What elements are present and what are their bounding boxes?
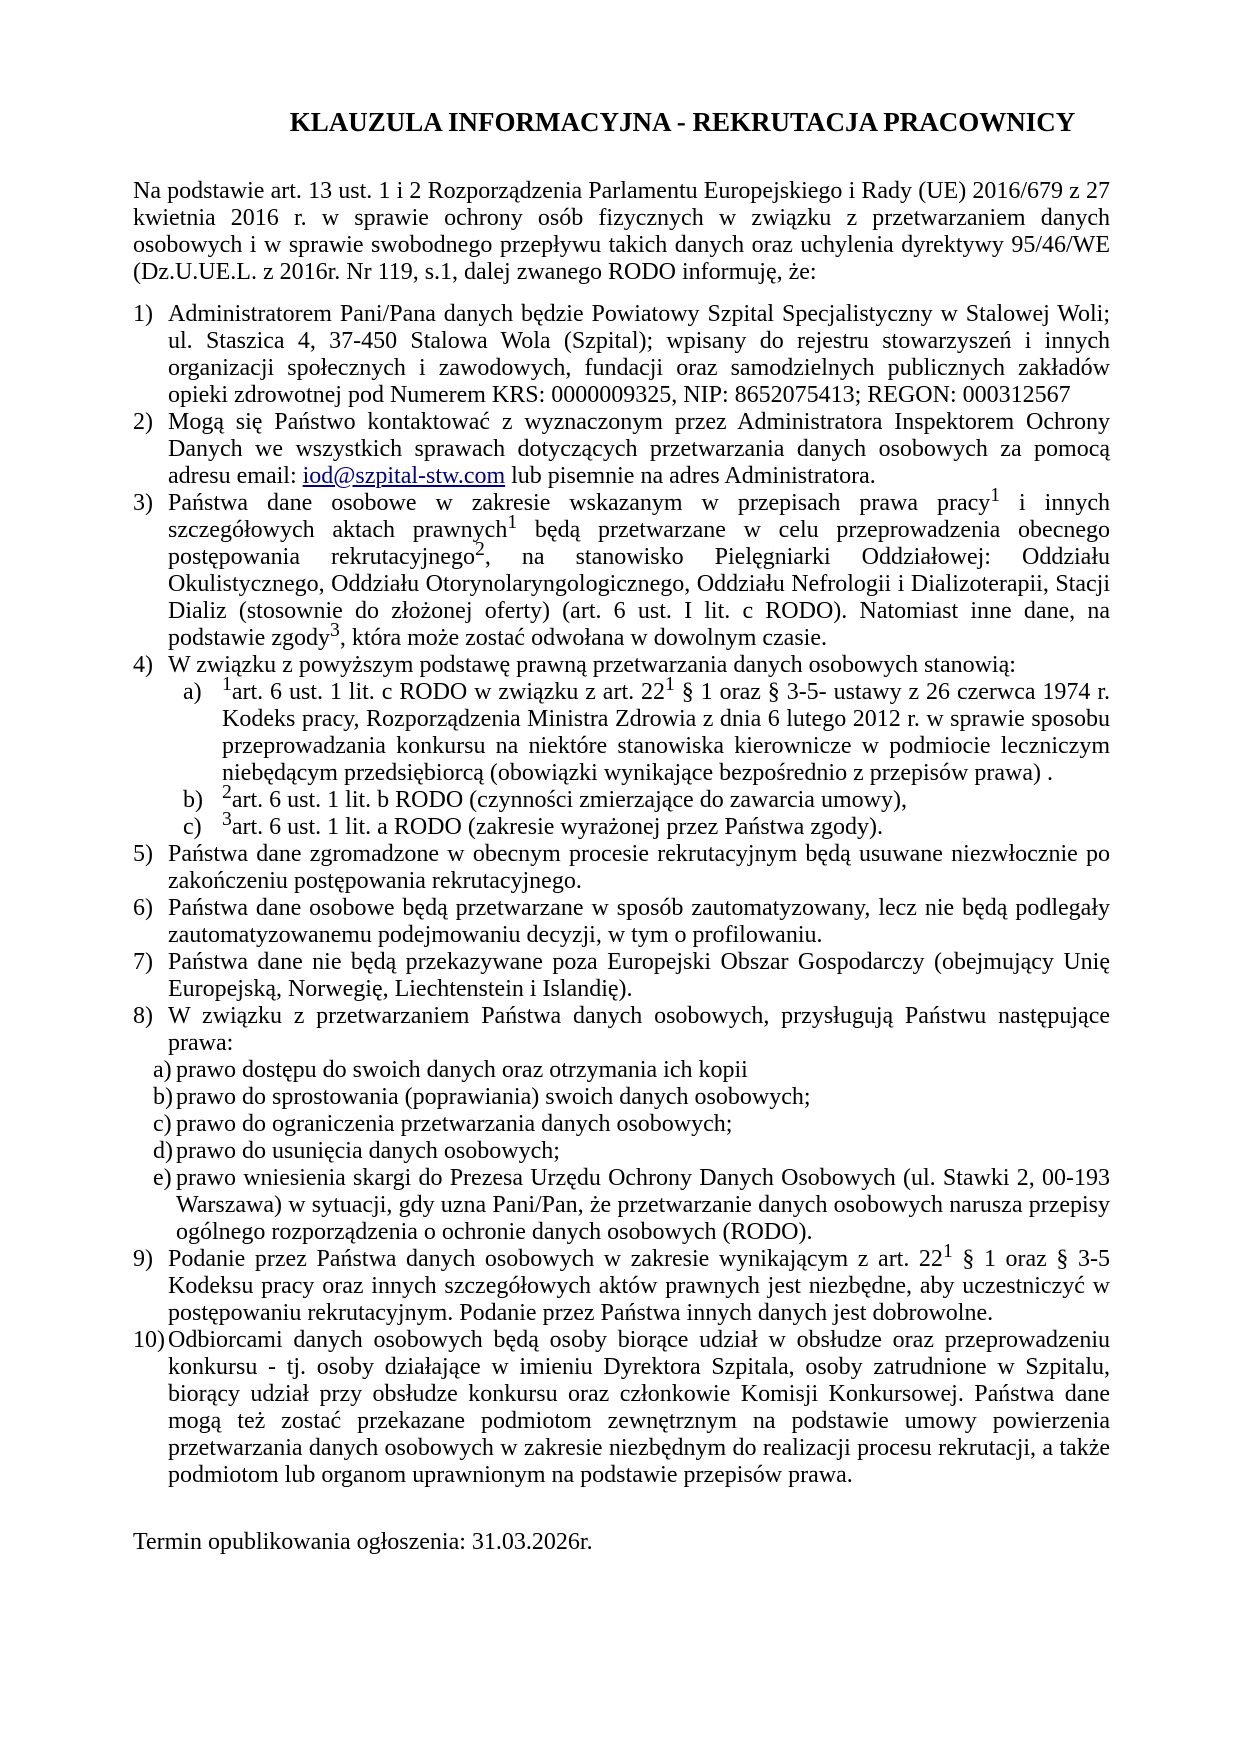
- list-item: [133, 652, 1110, 679]
- email-link[interactable]: iod@szpital-stw.com: [302, 463, 506, 489]
- item-marker: 6): [133, 895, 153, 921]
- item-text: W związku z przetwarzaniem Państwa danych osobowych, przysługują Państwu następujące prawa:: [168, 1003, 1110, 1056]
- list-item: [133, 1003, 1110, 1057]
- sub-list-item: [153, 1165, 1110, 1246]
- sub-list-item: [183, 673, 1111, 787]
- sub-list-item: [153, 1111, 1110, 1138]
- item-marker: a): [183, 679, 202, 705]
- item-text: prawo wniesienia skargi do Prezesa Urzędu Ochrony Danych Osobowych (ul. Stawki 2, 00-193 Warszawa) w sytuacji, gdy uzna Pani/Pan, że przetwarzanie danych osobowych narusza przepisy ogólnego rozporządzenia o ochronie danych osobowych (RODO).: [176, 1165, 1110, 1245]
- list-item: [133, 484, 1110, 652]
- item-text: prawo do usunięcia danych osobowych;: [176, 1138, 560, 1164]
- sub-list-item: [153, 1138, 1110, 1165]
- publication-date-line: Termin opublikowania ogłoszenia: 31.03.2026r.: [133, 1529, 593, 1555]
- footnote-ref: 1: [507, 511, 518, 534]
- list-item: [133, 841, 1110, 895]
- sub-list-item: [153, 1057, 1110, 1084]
- item-text: Odbiorcami danych osobowych będą osoby biorące udział w obsłudze oraz przeprowadzeniu konkursu - tj. osoby działające w imieniu Dyrektora Szpitala, osoby zatrudnione w Szpitalu, biorący udział przy obsłudze konkursu oraz członkowie Komisji Konkursowej. Państwa dane mogą też zostać przekazane podmiotom zewnętrznym na podstawie umowy powierzenia przetwarzania danych osobowych w zakresie niezbędnym do realizacji procesu rekrutacji, a także podmiotom lub organom uprawnionym na podstawie przepisów prawa.: [168, 1327, 1110, 1488]
- item-text: W związku z powyższym podstawę prawną przetwarzania danych osobowych stanowią:: [168, 652, 1016, 678]
- list-item: [133, 949, 1110, 1003]
- item-text: Państwa dane nie będą przekazywane poza Europejski Obszar Gospodarczy (obejmujący Unię Europejską, Norwegię, Liechtenstein i Islandię).: [168, 949, 1110, 1002]
- item-text: $^2$art. 6 ust. 1 lit. b RODO (czynności zmierzające do zawarcia umowy),: [222, 781, 907, 813]
- item-text: Państwa dane zgromadzone w obecnym procesie rekrutacyjnym będą usuwane niezwłocznie po zakończeniu postępowania rekrutacyjnego.: [168, 841, 1110, 894]
- item-marker: 3): [133, 490, 153, 516]
- item-marker: 10): [133, 1327, 165, 1353]
- item-text: prawo do sprostowania (poprawiania) swoich danych osobowych;: [176, 1084, 811, 1110]
- footnote-ref: 2: [222, 781, 232, 804]
- intro-paragraph: Na podstawie art. 13 ust. 1 i 2 Rozporządzenia Parlamentu Europejskiego i Rady (UE) 2016/679 z 27 kwietnia 2016 r. w sprawie ochrony osób fizycznych w związku z przetwarzaniem danych osobowych i w sprawie swobodnego przepływu takich danych oraz uchylenia dyrektywy 95/46/WE (Dz.U.UE.L. z 2016r. Nr 119, s.1, dalej zwanego RODO informuję, że:: [133, 178, 1110, 285]
- item-marker: 8): [133, 1003, 153, 1029]
- list-item: [133, 409, 1110, 490]
- item-marker: c): [153, 1111, 172, 1137]
- item-text: $^3$art. 6 ust. 1 lit. a RODO (zakresie wyrażonej przez Państwa zgody).: [222, 808, 883, 840]
- item-marker: c): [183, 814, 202, 840]
- item-marker: b): [153, 1084, 173, 1110]
- list-item: [133, 1240, 1110, 1327]
- footnote-ref: 1: [942, 1240, 953, 1263]
- list-item: [133, 301, 1110, 409]
- item-marker: 7): [133, 949, 153, 975]
- sub-list-item: [183, 781, 1110, 814]
- item-text: $^1$art. 6 ust. 1 lit. c RODO w związku z art. 22$^1$ § 1 oraz § 3-5- ustawy z 26 czerwca 1974 r. Kodeks pracy, Rozporządzenia Ministra Zdrowia z dnia 6 lutego 2012 r. w sprawie sposobu przeprowadzania konkursu na niektóre stanowiska kierownicze w podmiocie leczniczym niebędącym przedsiębiorcą (obowiązki wynikające bezpośrednio z przepisów prawa) .: [222, 673, 1111, 786]
- item-marker: e): [153, 1165, 172, 1191]
- item-marker: d): [153, 1138, 173, 1164]
- sub-list-item: [183, 808, 1110, 841]
- item-marker: 5): [133, 841, 153, 867]
- item-marker: 1): [133, 301, 153, 327]
- item-text: Mogą się Państwo kontaktować z wyznaczonym przez Administratora Inspektorem Ochrony Danych we wszystkich sprawach dotyczących przetwarzania danych osobowych za pomocą adresu email: iod@szpital-stw.com lub pisemnie na adres Administratora.: [168, 409, 1110, 489]
- item-marker: 2): [133, 409, 153, 435]
- item-marker: 9): [133, 1246, 153, 1272]
- numbered-list: [133, 301, 1110, 1489]
- item-text: prawo do ograniczenia przetwarzania danych osobowych;: [176, 1111, 733, 1137]
- footnote-ref: 1: [665, 673, 675, 696]
- item-text: Państwa dane osobowe w zakresie wskazanym w przepisach prawa pracy$^1$ i innych szczegółowych aktach prawnych$^1$ będą przetwarzane w celu przeprowadzenia obecnego postępowania rekrutacyjnego$^2$, na stanowisko Pielęgniarki Oddziałowej: Oddziału Okulistycznego, Oddziału Otorynolaryngologicznego, Oddziału Nefrologii i Dializoterapii, Stacji Dializ (stosownie do złożonej oferty) (art. 6 ust. I lit. c RODO). Natomiast inne dane, na podstawie zgody$^3$, która może zostać odwołana w dowolnym czasie.: [168, 484, 1110, 651]
- footnote-ref: 1: [990, 484, 1001, 507]
- page-title: KLAUZULA INFORMACYJNA - REKRUTACJA PRACOWNICY: [289, 107, 1076, 137]
- item-text: Podanie przez Państwa danych osobowych w zakresie wynikającym z art. 22$^1$ § 1 oraz § 3-5 Kodeksu pracy oraz innych szczegółowych aktów prawnych jest niezbędne, aby uczestniczyć w postępowaniu rekrutacyjnym. Podanie przez Państwa innych danych jest dobrowolne.: [168, 1240, 1110, 1326]
- list-item: [133, 1327, 1110, 1489]
- item-text: Administratorem Pani/Pana danych będzie Powiatowy Szpital Specjalistyczny w Stalowej Woli; ul. Staszica 4, 37-450 Stalowa Wola (Szpital); wpisany do rejestru stowarzyszeń i innych organizacji społecznych i zawodowych, fundacji oraz samodzielnych publicznych zakładów opieki zdrowotnej pod Numerem KRS: 0000009325, NIP: 8652075413; REGON: 000312567: [168, 301, 1110, 408]
- item-marker: 4): [133, 652, 153, 678]
- list-item: [133, 895, 1110, 949]
- item-text: prawo dostępu do swoich danych oraz otrzymania ich kopii: [176, 1057, 748, 1083]
- footnote-ref: 2: [474, 538, 485, 561]
- item-marker: a): [153, 1057, 172, 1083]
- item-marker: b): [183, 787, 203, 813]
- item-text: Państwa dane osobowe będą przetwarzane w sposób zautomatyzowany, lecz nie będą podlegały zautomatyzowanemu podejmowaniu decyzji, w tym o profilowaniu.: [168, 895, 1110, 948]
- footnote-ref: 3: [329, 619, 340, 642]
- footnote-ref: 1: [222, 673, 232, 696]
- footnote-ref: 3: [222, 808, 232, 831]
- sub-list-item: [153, 1084, 1110, 1111]
